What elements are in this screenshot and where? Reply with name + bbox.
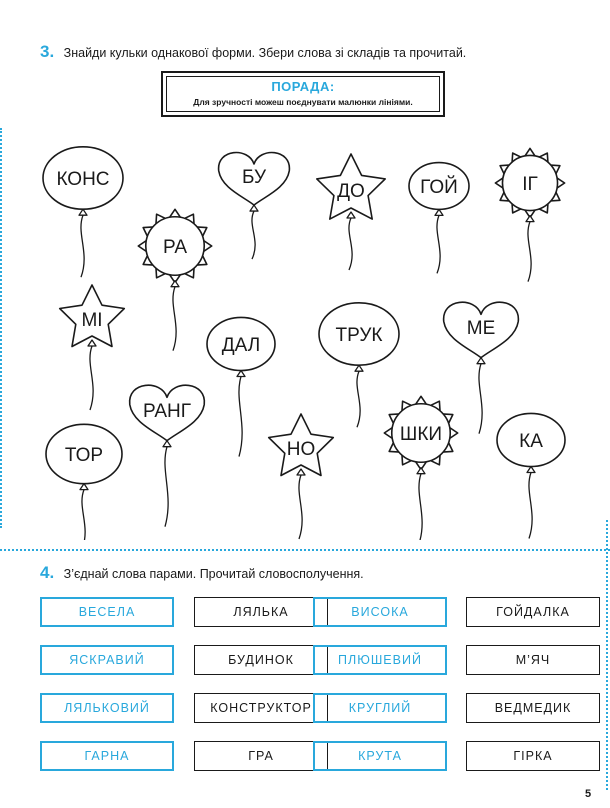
balloon-string (239, 377, 242, 457)
balloon-string (173, 287, 176, 351)
balloon-knot (526, 216, 534, 222)
balloon-ih[interactable] (495, 148, 564, 281)
word-kruta[interactable]: КРУТА (313, 741, 447, 771)
tip-text: Для зручності можеш поєднувати малюнки лініями. (193, 97, 413, 107)
balloon-syllable: БУ (241, 167, 267, 188)
balloon-syllable: МІ (81, 310, 103, 331)
word-konstruktor[interactable]: КОНСТРУКТОР (194, 693, 328, 723)
balloon-rang[interactable] (130, 385, 205, 526)
balloon-knot (417, 468, 425, 474)
word-hoidalka[interactable]: ГОЙДАЛКА (466, 597, 600, 627)
balloon-syllable: КОНС (56, 169, 110, 190)
balloon-knot (171, 281, 179, 287)
balloon-syllable: МЕ (466, 318, 496, 339)
balloon-ra[interactable] (138, 209, 211, 350)
word-miach[interactable]: М’ЯЧ (466, 645, 600, 675)
section-divider (0, 549, 610, 551)
balloon-syllable: ШКИ (399, 424, 443, 445)
word-kruhlyi[interactable]: КРУГЛИЙ (313, 693, 447, 723)
balloon-syllable: РА (162, 237, 188, 258)
balloon-knot (527, 467, 535, 473)
balloon-knot (88, 340, 96, 346)
balloon-string (82, 490, 85, 540)
balloon-syllable: РАНГ (142, 401, 192, 422)
balloon-string (528, 222, 531, 282)
task-3-number: 3. (40, 42, 55, 61)
page-number: 5 (585, 788, 592, 800)
balloon-string (357, 371, 360, 427)
word-yaskravyi[interactable]: ЯСКРАВИЙ (40, 645, 174, 675)
balloon-knot (355, 365, 363, 371)
balloon-knot (477, 358, 485, 364)
balloon-knot (435, 209, 443, 215)
balloon-syllable: ІГ (522, 174, 538, 195)
balloon-syllable: ТРУК (335, 325, 383, 346)
balloon-syllable: ДО (337, 181, 365, 202)
balloon-knot (79, 209, 87, 215)
balloon-shky[interactable] (384, 396, 457, 540)
task-4-instruction: З’єднай слова парами. Прочитай словосполучення. (63, 567, 364, 581)
balloon-string (299, 475, 302, 539)
tip-title: ПОРАДА: (271, 79, 335, 94)
task-4-number: 4. (40, 563, 55, 582)
balloon-knot (297, 469, 305, 475)
word-lialkovyi[interactable]: ЛЯЛЬКОВИЙ (40, 693, 174, 723)
balloon-knot (80, 484, 88, 490)
word-budynok[interactable]: БУДИНОК (194, 645, 328, 675)
task-4-title (40, 563, 364, 583)
balloon-truk[interactable] (319, 303, 399, 427)
word-lialka[interactable]: ЛЯЛЬКА (194, 597, 328, 627)
balloon-kons[interactable] (43, 147, 123, 277)
word-hirka[interactable]: ГІРКА (466, 741, 600, 771)
task-3-instruction: Знайди кульки однакової форми. Збери слова зі складів та прочитай. (63, 46, 467, 60)
balloon-hoi[interactable] (409, 163, 469, 274)
word-plyushevyi[interactable]: ПЛЮШЕВИЙ (313, 645, 447, 675)
balloon-string (349, 218, 352, 270)
balloon-tor[interactable] (46, 424, 122, 540)
balloon-knot (237, 371, 245, 377)
balloon-mi[interactable] (60, 285, 125, 410)
balloon-ka[interactable] (497, 413, 565, 538)
balloon-syllable: ТОР (64, 445, 104, 466)
word-vedmedyk[interactable]: ВЕДМЕДИК (466, 693, 600, 723)
balloon-syllable: КА (519, 431, 543, 452)
balloon-knot (163, 441, 171, 447)
balloon-do[interactable] (317, 154, 385, 270)
right-dotted-edge (606, 520, 608, 790)
balloon-syllable: ГОЙ (420, 177, 458, 198)
balloon-no[interactable] (269, 414, 334, 539)
balloon-string (81, 215, 84, 277)
balloon-string (165, 447, 168, 527)
balloon-string (529, 473, 532, 539)
balloon-knot (347, 212, 355, 218)
balloon-me[interactable] (444, 302, 519, 433)
word-harna[interactable]: ГАРНА (40, 741, 174, 771)
balloon-string (419, 474, 422, 540)
balloon-string (90, 346, 93, 410)
balloon-string (437, 215, 440, 273)
word-vysoka[interactable]: ВИСОКА (313, 597, 447, 627)
balloon-string (252, 211, 255, 259)
balloon-bu[interactable] (219, 153, 290, 260)
balloon-dal[interactable] (207, 317, 275, 456)
left-dotted-edge (0, 128, 2, 528)
word-vesela[interactable]: ВЕСЕЛА (40, 597, 174, 627)
balloon-string (479, 364, 482, 434)
balloon-syllable: ДАЛ (221, 335, 261, 356)
balloon-syllable: НО (286, 439, 316, 460)
balloon-knot (250, 205, 258, 211)
word-hra[interactable]: ГРА (194, 741, 328, 771)
